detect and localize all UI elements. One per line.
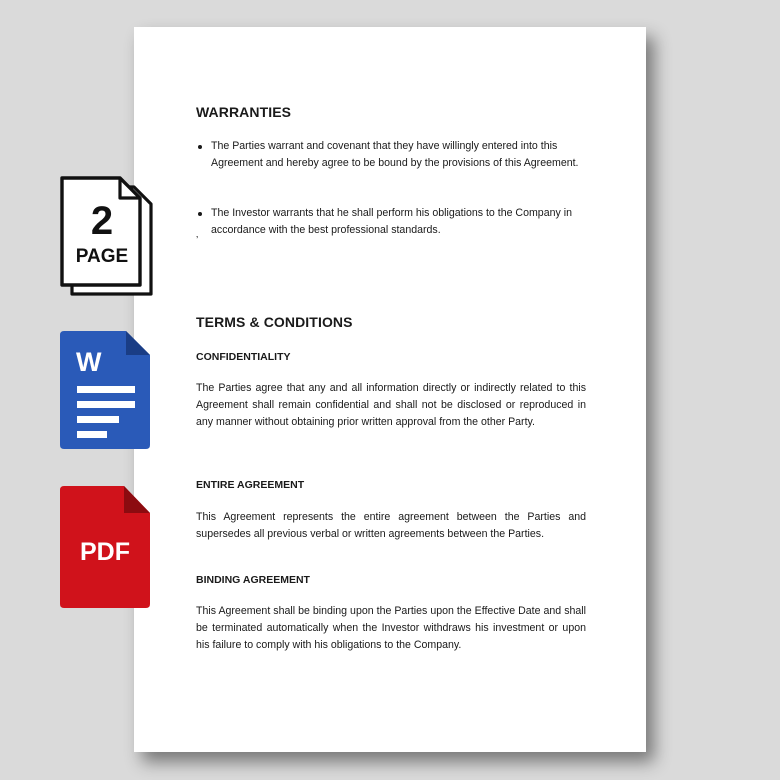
word-document-icon xyxy=(60,331,150,449)
pdf-label: PDF xyxy=(80,538,130,566)
pdf-document-icon xyxy=(60,486,150,608)
warranties-heading: WARRANTIES xyxy=(196,104,292,120)
warranty-bullet-text: The Parties warrant and covenant that they have willingly entered into this Agreement and hereby agree to be bound by the provisions of this Agreement. xyxy=(211,140,579,169)
document-page xyxy=(134,27,646,752)
terms-heading: TERMS & CONDITIONS xyxy=(196,314,353,330)
binding-agreement-heading: BINDING AGREEMENT xyxy=(196,574,310,586)
entire-agreement-text: This Agreement represents the entire agreement between the Parties and supersedes all previous verbal or written agreements between the Parties. xyxy=(196,511,586,540)
confidentiality-text: The Parties agree that any and all information directly or indirectly related to this Agreement shall remain confidential and shall not be disclosed or reproduced in any manner without obtaining prior written approval from the other Party. xyxy=(196,382,586,428)
page-count-label: PAGE xyxy=(75,246,129,267)
page-count-number: 2 xyxy=(90,199,114,243)
two-page-icon xyxy=(58,175,154,297)
warranty-bullet-2 xyxy=(196,205,584,239)
bullet-dot-icon xyxy=(198,145,202,149)
warranty-bullet-1 xyxy=(196,138,584,172)
entire-agreement-heading: ENTIRE AGREEMENT xyxy=(196,479,305,491)
warranty-bullet-text: The Investor warrants that he shall perform his obligations to the Company in accordance with the best professional standards. xyxy=(211,207,572,236)
word-letter: W xyxy=(76,347,102,377)
binding-agreement-text: This Agreement shall be binding upon the Parties upon the Effective Date and shall be terminated automatically when the Investor withdraws his investment or upon his failure to comply with his obligations to the Company. xyxy=(196,605,586,651)
bullet-dot-icon xyxy=(198,212,202,216)
confidentiality-heading: CONFIDENTIALITY xyxy=(196,351,291,363)
stray-mark: ’ xyxy=(196,235,199,246)
word-icon-graphic xyxy=(60,331,150,449)
